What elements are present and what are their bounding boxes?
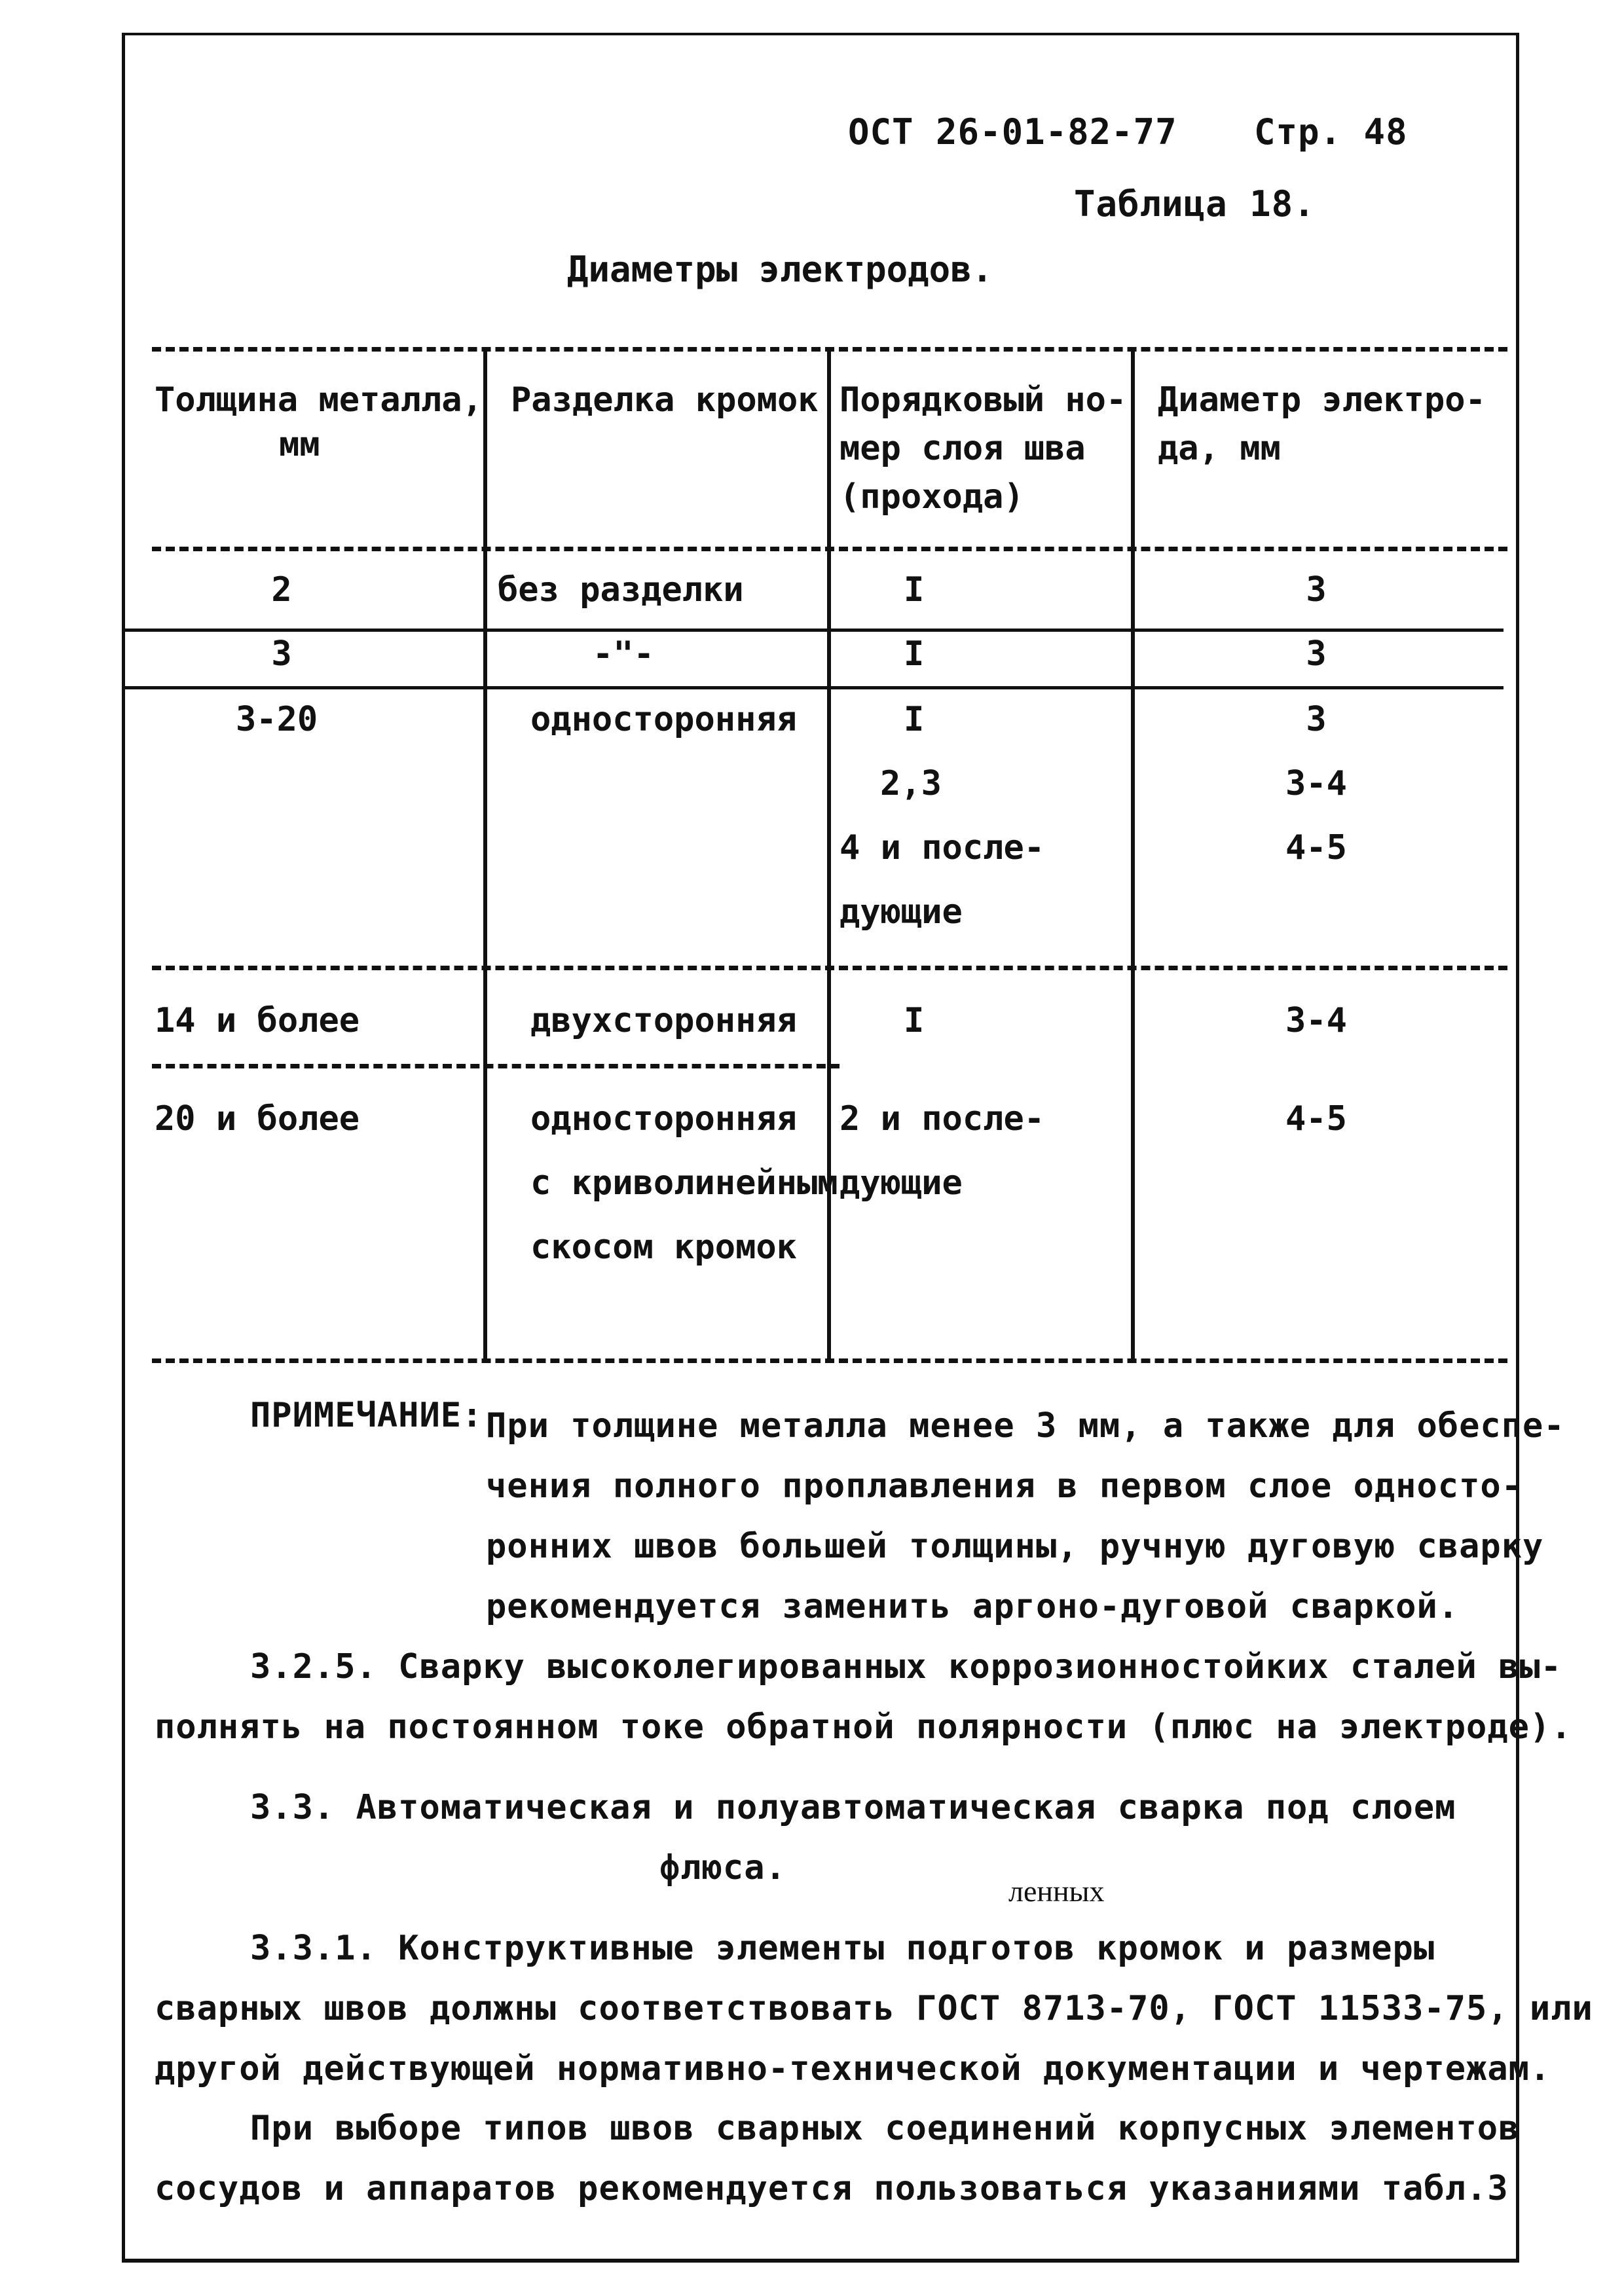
- cell-diameter: 3: [1306, 570, 1327, 610]
- paragraph-weld-type-choice: При выборе типов швов сварных соединений корпусных элементов сосудов и аппаратов рекомендуется пользоваться указаниями табл.3: [155, 2109, 1520, 2208]
- row-separator: [152, 1064, 840, 1068]
- column-header-thickness: Толщина металла, мм: [155, 380, 483, 464]
- document-code: ОСТ 26-01-82-77: [848, 111, 1177, 153]
- cell-edge-prep: без разделки: [498, 570, 744, 610]
- cell-thickness: 14 и более: [155, 1001, 360, 1040]
- cell-diameter: 4-5: [1285, 1099, 1347, 1139]
- cell-layer: I: [904, 570, 925, 610]
- cell-edge-prep: -"-: [593, 634, 654, 674]
- cell-layer: I: [904, 1001, 925, 1040]
- table-number: Таблица 18.: [1074, 183, 1316, 225]
- page-number: Стр. 48: [1254, 111, 1408, 153]
- cell-layer-list: I 2,3 4 и после- дующие: [840, 700, 1045, 932]
- paragraph-3-3-1: 3.3.1. Конструктивные элементы подготов кромок и размеры сварных швов должны соответствовать ГОСТ 8713-70, ГОСТ 11533-75, или другой действующей нормативно-технической документации и чертежам.: [155, 1929, 1593, 2088]
- cell-thickness: 3: [271, 634, 292, 674]
- cell-thickness: 2: [271, 570, 292, 610]
- cell-edge-prep: двухсторонняя: [530, 1001, 797, 1040]
- column-header-edge-prep: Разделка кромок: [511, 380, 819, 420]
- cell-diameter: 3-4: [1285, 1001, 1347, 1040]
- note-text: При толщине металла менее 3 мм, а также для обеспе- чения полного проплавления в первом слое односто- ронних швов большей толщины, ручную дуговую сварку рекомендуется заменить аргоно-дуговой сваркой.: [486, 1406, 1565, 1626]
- table-caption: Диаметры электродов.: [567, 249, 993, 290]
- table-bottom-rule: [152, 1358, 1507, 1363]
- handwritten-insertion: ленных: [1008, 1874, 1105, 1908]
- cell-diameter-list: 3 3-4 4-5: [1285, 700, 1347, 867]
- note-label: ПРИМЕЧАНИЕ:: [250, 1396, 483, 1435]
- column-divider: [483, 347, 487, 1358]
- paragraph-3-2-5: 3.2.5. Сварку высоколегированных коррозионностойких сталей вы- полнять на постоянном токе обратной полярности (плюс на электроде).: [155, 1647, 1572, 1747]
- column-divider: [1131, 347, 1135, 1358]
- cell-diameter: 3: [1306, 634, 1327, 674]
- cell-edge-prep: односторонняя с криволинейным скосом кромок: [530, 1099, 838, 1267]
- cell-layer-list: 2 и после- дующие: [840, 1099, 1045, 1203]
- cell-edge-prep: односторонняя: [530, 700, 797, 739]
- cell-thickness: 20 и более: [155, 1099, 360, 1139]
- column-header-electrode-diameter: Диаметр электро- да, мм: [1158, 380, 1486, 468]
- section-heading-3-3: 3.3. Автоматическая и полуавтоматическая сварка под слоем флюса.: [250, 1788, 1456, 1887]
- column-header-layer-number: Порядковый но- мер слоя шва (прохода): [840, 380, 1127, 517]
- cell-thickness: 3-20: [236, 700, 318, 739]
- cell-layer: I: [904, 634, 925, 674]
